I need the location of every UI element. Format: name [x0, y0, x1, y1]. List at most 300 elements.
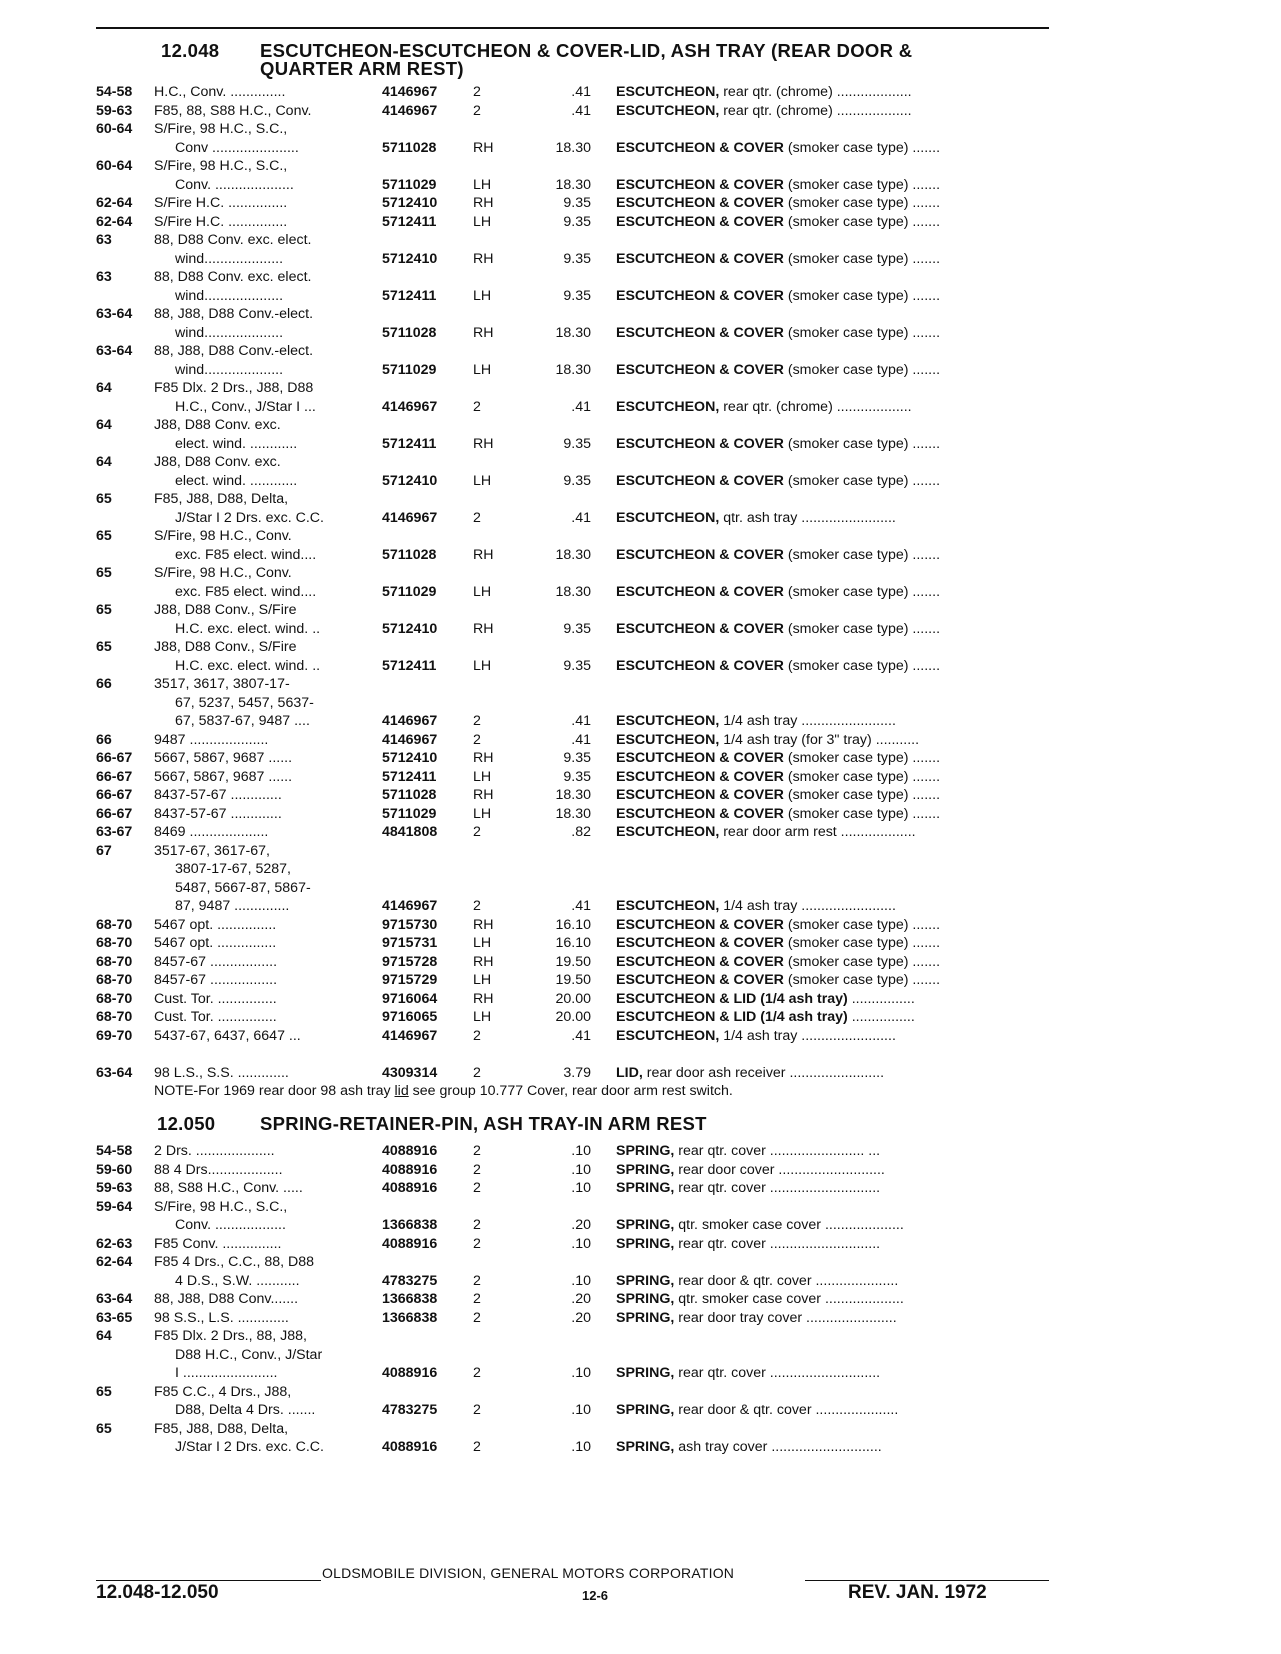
- price: .20: [571, 1291, 591, 1307]
- part-description: [616, 768, 940, 787]
- model-description: 98 L.S., S.S. .............: [154, 1064, 289, 1081]
- part-number: 4309314: [382, 1064, 438, 1081]
- price: 18.30: [555, 787, 591, 803]
- part-name: ESCUTCHEON & COVER: [616, 324, 784, 341]
- model-description: H.C. exc. elect. wind. ..: [175, 620, 321, 637]
- part-number: 4783275: [382, 1272, 438, 1289]
- quantity: LH: [473, 472, 492, 489]
- model-description: 3807-17-67, 5287,: [175, 861, 291, 877]
- price: .20: [571, 1217, 591, 1233]
- section-number: 12.050: [157, 1113, 216, 1134]
- part-name: ESCUTCHEON & COVER: [616, 546, 784, 563]
- table-row: [96, 694, 1052, 713]
- model-description: 5467 opt. ...............: [154, 916, 277, 933]
- table-row: [96, 1290, 1052, 1309]
- table-row: [96, 1383, 1052, 1402]
- part-description: [616, 1027, 896, 1046]
- table-row: [96, 1161, 1052, 1180]
- table-row: [96, 1401, 1052, 1420]
- price: 19.50: [555, 953, 591, 970]
- table-row: [96, 176, 1052, 195]
- quantity: 2: [473, 1402, 481, 1418]
- table-row: [96, 324, 1052, 343]
- part-number: 5711028: [382, 139, 437, 156]
- price: .10: [571, 1143, 591, 1159]
- part-detail: (smoker case type) .......: [783, 935, 941, 951]
- part-detail: (smoker case type) .......: [783, 620, 941, 637]
- part-number: 4783275: [382, 1402, 438, 1418]
- model-description: 8437-57-67 .............: [154, 787, 282, 803]
- part-description: [616, 194, 940, 213]
- table-row: [96, 749, 1052, 768]
- part-description: [616, 176, 940, 195]
- price: .41: [571, 1027, 591, 1044]
- table-row: [96, 731, 1052, 750]
- year-range: 63-67: [96, 824, 133, 840]
- table-row: [96, 1438, 1052, 1457]
- model-description: J88, D88 Conv., S/Fire: [154, 602, 297, 618]
- table-row: [96, 786, 1052, 805]
- part-number: 4088916: [382, 1143, 438, 1159]
- part-detail: (smoker case type) .......: [783, 287, 941, 304]
- part-name: ESCUTCHEON,: [616, 102, 720, 119]
- section-heading-12050: [157, 1115, 1037, 1137]
- price: .41: [571, 84, 591, 100]
- part-description: [616, 83, 912, 102]
- model-description: S/Fire, 98 H.C., S.C.,: [154, 158, 288, 174]
- part-number: 1366838: [382, 1309, 438, 1326]
- part-detail: rear door arm rest ...................: [719, 824, 916, 840]
- model-description: F85 C.C., 4 Drs., J88,: [154, 1383, 292, 1400]
- part-description: [616, 435, 940, 454]
- part-description: [616, 823, 916, 842]
- year-range: 68-70: [96, 916, 133, 933]
- year-range: 59-64: [96, 1198, 133, 1215]
- part-detail: qtr. smoker case cover ....................: [674, 1217, 904, 1233]
- quantity: 2: [473, 824, 481, 840]
- quantity: LH: [473, 583, 492, 600]
- model-description: F85 Dlx. 2 Drs., 88, J88,: [154, 1328, 307, 1344]
- part-name: ESCUTCHEON & COVER: [616, 583, 784, 600]
- model-description: 88, J88, D88 Conv.......: [154, 1291, 299, 1307]
- part-name: ESCUTCHEON & COVER: [616, 176, 784, 193]
- quantity: LH: [473, 213, 492, 230]
- part-description: [616, 250, 940, 269]
- price: 20.00: [555, 1009, 591, 1025]
- quantity: LH: [473, 972, 492, 988]
- part-number: 5711028: [382, 546, 437, 563]
- year-range: 59-63: [96, 1180, 133, 1196]
- part-description: [616, 1401, 898, 1420]
- part-description: [616, 361, 940, 380]
- quantity: 2: [473, 1161, 481, 1178]
- part-number: 5711029: [382, 583, 437, 600]
- part-detail: (smoker case type) .......: [783, 972, 941, 988]
- year-range: 68-70: [96, 972, 133, 988]
- quantity: 2: [473, 1235, 481, 1252]
- quantity: RH: [473, 620, 494, 637]
- table-row: [96, 231, 1052, 250]
- model-description: H.C., Conv. ..............: [154, 84, 286, 100]
- table-row: [96, 361, 1052, 380]
- table-row: [96, 768, 1052, 787]
- model-description: I ........................: [175, 1365, 278, 1381]
- table-row: [96, 1364, 1052, 1383]
- part-name: SPRING,: [616, 1309, 675, 1326]
- model-description: D88, Delta 4 Drs. .......: [175, 1402, 316, 1418]
- parts-table-12048: [96, 83, 1052, 1101]
- quantity: 2: [473, 102, 481, 119]
- year-range: 63-64: [96, 306, 133, 322]
- table-row: [96, 712, 1052, 731]
- quantity: 2: [473, 398, 481, 415]
- model-description: S/Fire, 98 H.C., S.C.,: [154, 1198, 288, 1215]
- year-range: 65: [96, 602, 112, 618]
- table-row: [96, 305, 1052, 324]
- price: .41: [571, 398, 591, 415]
- part-detail: (smoker case type) .......: [783, 250, 941, 267]
- quantity: 2: [473, 1180, 481, 1196]
- model-description: elect. wind. ............: [175, 435, 298, 452]
- part-detail: (smoker case type) .......: [783, 787, 941, 803]
- table-row: [96, 157, 1052, 176]
- part-detail: (smoker case type) .......: [783, 324, 941, 341]
- table-row: [96, 416, 1052, 435]
- quantity: LH: [473, 287, 492, 304]
- part-name: SPRING,: [616, 1272, 675, 1289]
- part-detail: (smoker case type) .......: [783, 435, 941, 452]
- table-row: [96, 1346, 1052, 1365]
- price: 9.35: [563, 768, 591, 785]
- part-number: 5711028: [382, 787, 437, 803]
- model-description: J88, D88 Conv. exc.: [154, 454, 281, 470]
- section-title-line2: QUARTER ARM REST): [260, 58, 464, 79]
- part-number: 4146967: [382, 102, 438, 119]
- table-row: [96, 194, 1052, 213]
- year-range: 60-64: [96, 158, 133, 174]
- table-row: [96, 1235, 1052, 1254]
- price: .41: [571, 509, 591, 526]
- model-description: wind....................: [175, 361, 284, 378]
- part-name: SPRING,: [616, 1143, 675, 1159]
- part-name: SPRING,: [616, 1180, 675, 1196]
- year-range: 64: [96, 454, 112, 470]
- quantity: RH: [473, 990, 494, 1007]
- part-description: [616, 1309, 897, 1328]
- year-range: 60-64: [96, 121, 133, 137]
- part-detail: (smoker case type) .......: [783, 916, 941, 933]
- part-description: [616, 897, 896, 916]
- model-description: F85, J88, D88, Delta,: [154, 491, 289, 507]
- year-range: 59-63: [96, 102, 133, 119]
- section-heading-12048: [161, 42, 1041, 78]
- part-number: 5712411: [382, 657, 437, 674]
- part-description: [616, 805, 940, 824]
- part-number: 4146967: [382, 1027, 438, 1044]
- model-description: F85 Conv. ...............: [154, 1235, 282, 1252]
- model-description: J/Star I 2 Drs. exc. C.C.: [175, 1439, 324, 1455]
- quantity: RH: [473, 750, 494, 766]
- part-name: ESCUTCHEON & COVER: [616, 972, 784, 988]
- table-row: [96, 139, 1052, 158]
- year-range: 54-58: [96, 84, 133, 100]
- table-row: [96, 1420, 1052, 1439]
- part-detail: rear qtr. cover ............................: [674, 1180, 881, 1196]
- part-number: 4146967: [382, 898, 438, 914]
- table-row: [96, 1142, 1052, 1161]
- part-description: [616, 786, 940, 805]
- model-description: S/Fire, 98 H.C., S.C.,: [154, 121, 288, 137]
- quantity: LH: [473, 657, 492, 674]
- note-text: NOTE-For 1969 rear door 98 ash tray: [154, 1083, 395, 1099]
- quantity: 2: [473, 1143, 481, 1159]
- quantity: 2: [473, 1365, 481, 1381]
- price: 18.30: [555, 139, 591, 156]
- part-detail: (smoker case type) .......: [783, 750, 941, 766]
- part-description: [616, 1235, 880, 1254]
- year-range: 66: [96, 676, 112, 692]
- part-number: 4146967: [382, 509, 438, 526]
- part-detail: (smoker case type) .......: [783, 805, 941, 822]
- part-detail: 1/4 ash tray ........................: [719, 713, 896, 729]
- price: 19.50: [555, 972, 591, 988]
- table-row: [96, 1309, 1052, 1328]
- year-range: 65: [96, 491, 112, 507]
- quantity: RH: [473, 953, 494, 970]
- table-row: [96, 546, 1052, 565]
- part-description: [616, 1142, 880, 1161]
- year-range: 63: [96, 269, 112, 285]
- part-name: ESCUTCHEON & COVER: [616, 435, 784, 452]
- part-name: ESCUTCHEON,: [616, 731, 720, 748]
- model-description: H.C. exc. elect. wind. ..: [175, 657, 321, 674]
- quantity: RH: [473, 546, 494, 563]
- model-description: exc. F85 elect. wind....: [175, 546, 317, 563]
- part-detail: (smoker case type) .......: [783, 768, 941, 785]
- top-rule: [96, 27, 1049, 29]
- model-description: S/Fire, 98 H.C., Conv.: [154, 528, 292, 544]
- part-description: [616, 102, 912, 121]
- model-description: Conv ......................: [175, 139, 299, 156]
- part-name: ESCUTCHEON & COVER: [616, 472, 784, 489]
- part-detail: rear door tray cover .......................: [674, 1309, 897, 1326]
- model-description: 9487 ....................: [154, 731, 269, 748]
- part-name: ESCUTCHEON & COVER: [616, 361, 784, 378]
- part-number: 5711028: [382, 324, 437, 341]
- quantity: LH: [473, 1009, 492, 1025]
- quantity: 2: [473, 1439, 481, 1455]
- part-detail: (smoker case type) .......: [783, 472, 941, 489]
- quantity: LH: [473, 935, 492, 951]
- year-range: 64: [96, 417, 112, 433]
- part-description: [616, 916, 940, 935]
- model-description: 3517, 3617, 3807-17-: [154, 676, 290, 692]
- part-number: 9715729: [382, 972, 438, 988]
- year-range: 62-64: [96, 213, 133, 230]
- quantity: 2: [473, 1309, 481, 1326]
- part-name: ESCUTCHEON,: [616, 713, 720, 729]
- part-description: [616, 620, 940, 639]
- table-row: [96, 120, 1052, 139]
- table-row: [96, 1327, 1052, 1346]
- price: 9.35: [563, 472, 591, 489]
- part-number: 5712410: [382, 472, 438, 489]
- table-row: [96, 379, 1052, 398]
- model-description: 5487, 5667-87, 5867-: [175, 879, 311, 896]
- part-description: [616, 1008, 915, 1027]
- part-description: [616, 1290, 904, 1309]
- year-range: 69-70: [96, 1027, 133, 1044]
- model-description: J88, D88 Conv. exc.: [154, 417, 281, 433]
- quantity: LH: [473, 176, 492, 193]
- price: 9.35: [563, 657, 591, 674]
- year-range: 66: [96, 731, 112, 748]
- part-name: ESCUTCHEON,: [616, 84, 720, 100]
- table-row: [96, 1253, 1052, 1272]
- table-row: [96, 453, 1052, 472]
- quantity: LH: [473, 768, 492, 785]
- quantity: 2: [473, 731, 481, 748]
- part-name: ESCUTCHEON & COVER: [616, 287, 784, 304]
- model-description: H.C., Conv., J/Star I ...: [175, 398, 316, 415]
- table-row: [96, 990, 1052, 1009]
- part-name: ESCUTCHEON & COVER: [616, 787, 784, 803]
- part-number: 5711029: [382, 361, 437, 378]
- section-number: 12.048: [161, 40, 220, 61]
- part-name: ESCUTCHEON,: [616, 509, 720, 526]
- part-number: 5712410: [382, 750, 438, 766]
- part-description: [616, 1272, 898, 1291]
- year-range: 63-65: [96, 1309, 133, 1326]
- part-name: ESCUTCHEON & COVER: [616, 195, 784, 211]
- part-number: 5712411: [382, 435, 437, 452]
- model-description: 88, D88 Conv. exc. elect.: [154, 269, 312, 285]
- part-name: ESCUTCHEON & COVER: [616, 620, 784, 637]
- part-name: ESCUTCHEON & COVER: [616, 750, 784, 766]
- part-description: [616, 583, 940, 602]
- part-name: ESCUTCHEON & LID (1/4 ash tray): [616, 1009, 848, 1025]
- table-row: [96, 398, 1052, 417]
- quantity: RH: [473, 787, 494, 803]
- part-number: 4146967: [382, 713, 438, 729]
- part-detail: 1/4 ash tray (for 3" tray) ...........: [719, 731, 920, 748]
- quantity: RH: [473, 435, 494, 452]
- table-row: [96, 897, 1052, 916]
- table-row: [96, 527, 1052, 546]
- model-description: J/Star I 2 Drs. exc. C.C.: [175, 509, 324, 526]
- year-range: 62-64: [96, 195, 133, 211]
- price: 9.35: [563, 750, 591, 766]
- part-number: 4088916: [382, 1180, 438, 1196]
- year-range: 63-64: [96, 343, 133, 359]
- year-range: 66-67: [96, 750, 133, 766]
- model-description: wind....................: [175, 287, 284, 304]
- part-name: ESCUTCHEON,: [616, 824, 720, 840]
- part-number: 9715728: [382, 953, 438, 970]
- part-number: 9715731: [382, 935, 438, 951]
- part-detail: rear door & qtr. cover .....................: [674, 1402, 899, 1418]
- group-note: [96, 1082, 1052, 1101]
- part-detail: ash tray cover ............................: [674, 1439, 882, 1455]
- parts-table-12050: [96, 1142, 1052, 1457]
- model-description: 88 4 Drs...................: [154, 1161, 283, 1178]
- table-row: [96, 1272, 1052, 1291]
- part-detail: rear door cover ...........................: [674, 1161, 885, 1178]
- year-range: 65: [96, 1383, 112, 1400]
- quantity: RH: [473, 195, 494, 211]
- part-detail: rear qtr. cover ........................ ...: [674, 1143, 881, 1159]
- year-range: 62-64: [96, 1254, 133, 1270]
- part-name: SPRING,: [616, 1402, 675, 1418]
- model-description: 67, 5237, 5457, 5637-: [175, 694, 314, 711]
- year-range: 63: [96, 232, 112, 248]
- price: .41: [571, 713, 591, 729]
- price: 18.30: [555, 361, 591, 378]
- part-number: 4841808: [382, 824, 438, 840]
- part-name: ESCUTCHEON & COVER: [616, 935, 784, 951]
- table-row: [96, 805, 1052, 824]
- part-detail: (smoker case type) .......: [783, 176, 941, 193]
- price: 3.79: [563, 1064, 591, 1081]
- model-description: J88, D88 Conv., S/Fire: [154, 639, 297, 655]
- model-description: 4 D.S., S.W. ...........: [175, 1272, 300, 1289]
- model-description: 88, J88, D88 Conv.-elect.: [154, 343, 314, 359]
- part-description: [616, 1179, 880, 1198]
- year-range: 65: [96, 639, 112, 655]
- price: 9.35: [563, 287, 591, 304]
- table-row: [96, 823, 1052, 842]
- part-description: [616, 1364, 880, 1383]
- price: 18.30: [555, 546, 591, 563]
- table-row: [96, 583, 1052, 602]
- table-row: [96, 860, 1052, 879]
- part-description: [616, 731, 919, 750]
- part-name: SPRING,: [616, 1161, 675, 1178]
- part-description: [616, 287, 940, 306]
- part-number: 4146967: [382, 731, 438, 748]
- year-range: 65: [96, 1420, 112, 1437]
- price: 20.00: [555, 990, 591, 1007]
- table-row: [96, 953, 1052, 972]
- table-row: [96, 435, 1052, 454]
- price: 18.30: [555, 324, 591, 341]
- model-description: 67, 5837-67, 9487 ....: [175, 713, 310, 729]
- price: .20: [571, 1309, 591, 1326]
- part-description: [616, 213, 940, 232]
- price: 18.30: [555, 583, 591, 600]
- quantity: LH: [473, 361, 492, 378]
- model-description: wind....................: [175, 250, 284, 267]
- part-detail: (smoker case type) .......: [783, 953, 941, 970]
- part-description: [616, 324, 940, 343]
- part-number: 5712411: [382, 768, 437, 785]
- section-title: SPRING-RETAINER-PIN, ASH TRAY-IN ARM REST: [260, 1113, 707, 1134]
- part-detail: 1/4 ash tray ........................: [719, 898, 896, 914]
- part-name: SPRING,: [616, 1235, 675, 1252]
- part-detail: ................: [847, 1009, 915, 1025]
- table-row: [96, 250, 1052, 269]
- part-name: LID,: [616, 1064, 643, 1081]
- model-description: 5467 opt. ...............: [154, 935, 277, 951]
- part-number: 4146967: [382, 398, 438, 415]
- model-description: Cust. Tor. ...............: [154, 1009, 277, 1025]
- price: 18.30: [555, 805, 591, 822]
- quantity: 2: [473, 1064, 481, 1081]
- part-detail: rear door ash receiver ........................: [642, 1064, 885, 1081]
- part-name: ESCUTCHEON & LID (1/4 ash tray): [616, 990, 848, 1007]
- part-detail: (smoker case type) .......: [783, 657, 941, 674]
- footer-revision: REV. JAN. 1972: [848, 1582, 987, 1603]
